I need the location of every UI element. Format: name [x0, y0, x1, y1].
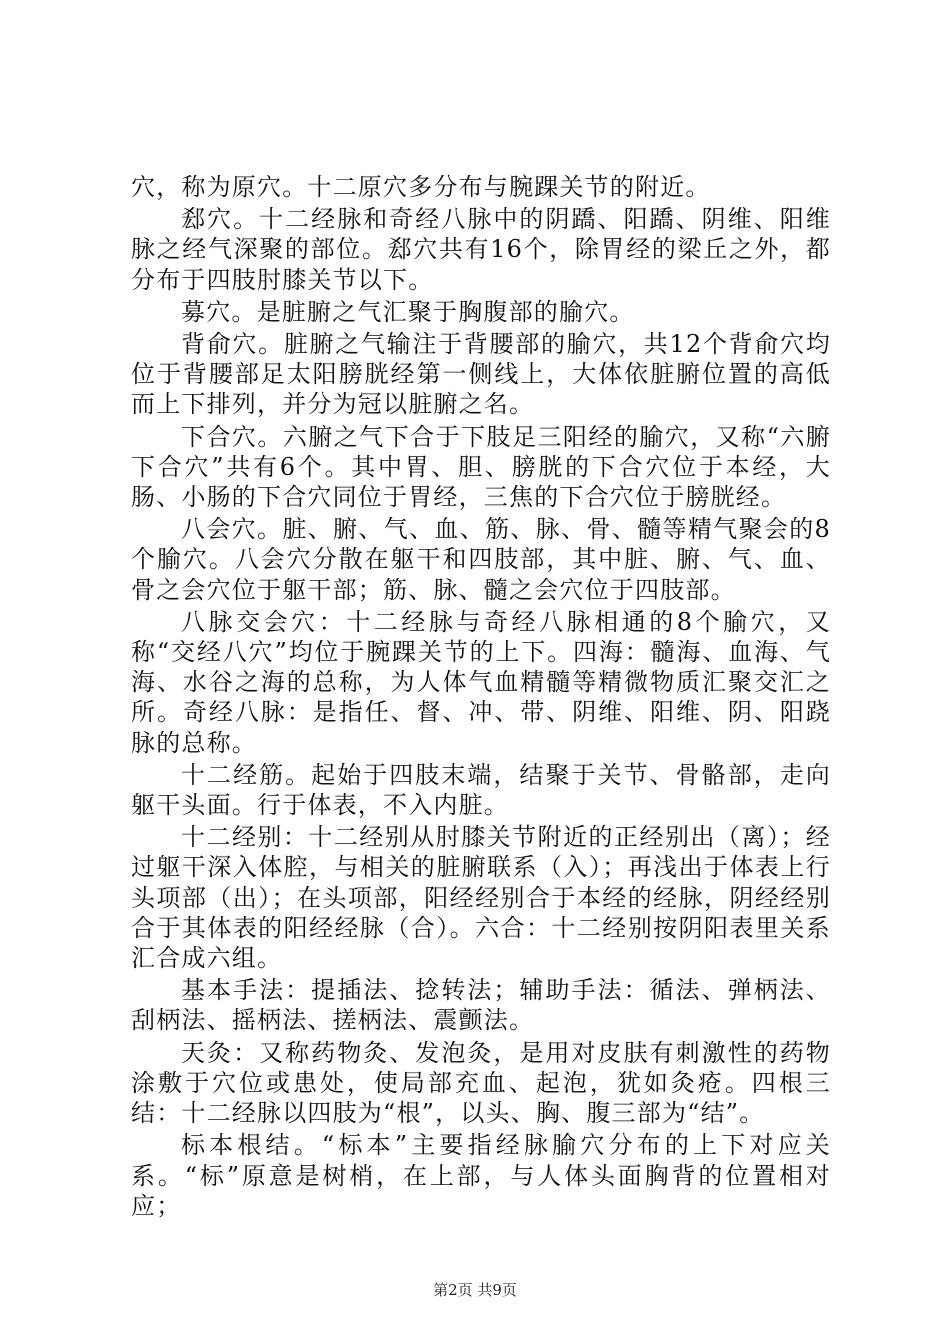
paragraph-yuan-points-end: 穴，称为原穴。十二原穴多分布与腕踝关节的附近。	[131, 173, 711, 201]
page-footer: 第2页 共9页	[433, 1281, 517, 1299]
paragraph-mu-points: 募穴。是脏腑之气汇聚于胸腹部的腧穴。	[181, 297, 635, 326]
paragraph-lower-he-points: 下合穴。六腑之气下合于下肢足三阳经的腧穴，又称“六腑下合穴”共有6个。其中胃、胆、膀胱的下合穴位于本经，大肠、小肠的下合穴同位于胃经，三焦的下合穴位于膀胱经。	[131, 422, 831, 512]
paragraph-twelve-sinews: 十二经筋。起始于四肢末端，结聚于关节、骨骼部，走向躯干头面。行于体表，不入内脏。	[131, 760, 831, 820]
paragraph-biao-ben-gen-jie: 标本根结。“标本”主要指经脉腧穴分布的上下对应关系。“标”原意是树梢，在上部，与人体头面胸背的位置相对应；	[131, 1131, 831, 1220]
paragraph-eight-influential-points: 八会穴。脏、腑、气、血、筋、脉、骨、髓等精气聚会的8个腧穴。八会穴分散在躯干和四肢部，其中脏、腑、气、血、骨之会穴位于躯干部；筋、脉、髓之会穴位于四肢部。	[131, 515, 831, 604]
paragraph-xi-points: 郄穴。十二经脉和奇经八脉中的阴蹻、阳蹻、阴维、阳维脉之经气深聚的部位。郄穴共有16个，除胃经的梁丘之外，都分布于四肢肘膝关节以下。	[131, 205, 831, 294]
paragraph-basic-techniques: 基本手法：提插法、捻转法；辅助手法：循法、弹柄法、刮柄法、摇柄法、搓柄法、震颤法。	[131, 976, 831, 1035]
paragraph-back-shu-points: 背俞穴。脏腑之气输注于背腰部的腧穴，共12个背俞穴均位于背腰部足太阳膀胱经第一侧线上，大体依脏腑位置的高低而上下排列，并分为冠以脏腑之名。	[131, 330, 831, 419]
paragraph-twelve-divergent-channels: 十二经别：十二经别从肘膝关节附近的正经别出（离）；经过躯干深入体腔，与相关的脏腑联系（入）；再浅出于体表上行头项部（出）；在头项部，阳经经别合于本经的经脉，阴经经别合于其体表的阳经经脉（合）。六合：十二经别按阴阳表里关系汇合成六组。	[131, 823, 831, 973]
document-body	[131, 172, 831, 1223]
paragraph-natural-moxibustion: 天灸：又称药物灸、发泡灸，是用对皮肤有刺激性的药物涂敷于穴位或患处，使局部充血、起泡，犹如灸疮。四根三结：十二经脉以四肢为“根”，以头、胸、腹三部为“结”。	[131, 1038, 831, 1128]
paragraph-eight-confluent-points: 八脉交会穴：十二经脉与奇经八脉相通的8个腧穴，又称“交经八穴”均位于腕踝关节的上下。四海：髓海、血海、气海、水谷之海的总称，为人体气血精髓等精微物质汇聚交汇之所。奇经八脉：是指任、督、冲、带、阴维、阳维、阴、阳跷脉的总称。	[131, 607, 831, 757]
